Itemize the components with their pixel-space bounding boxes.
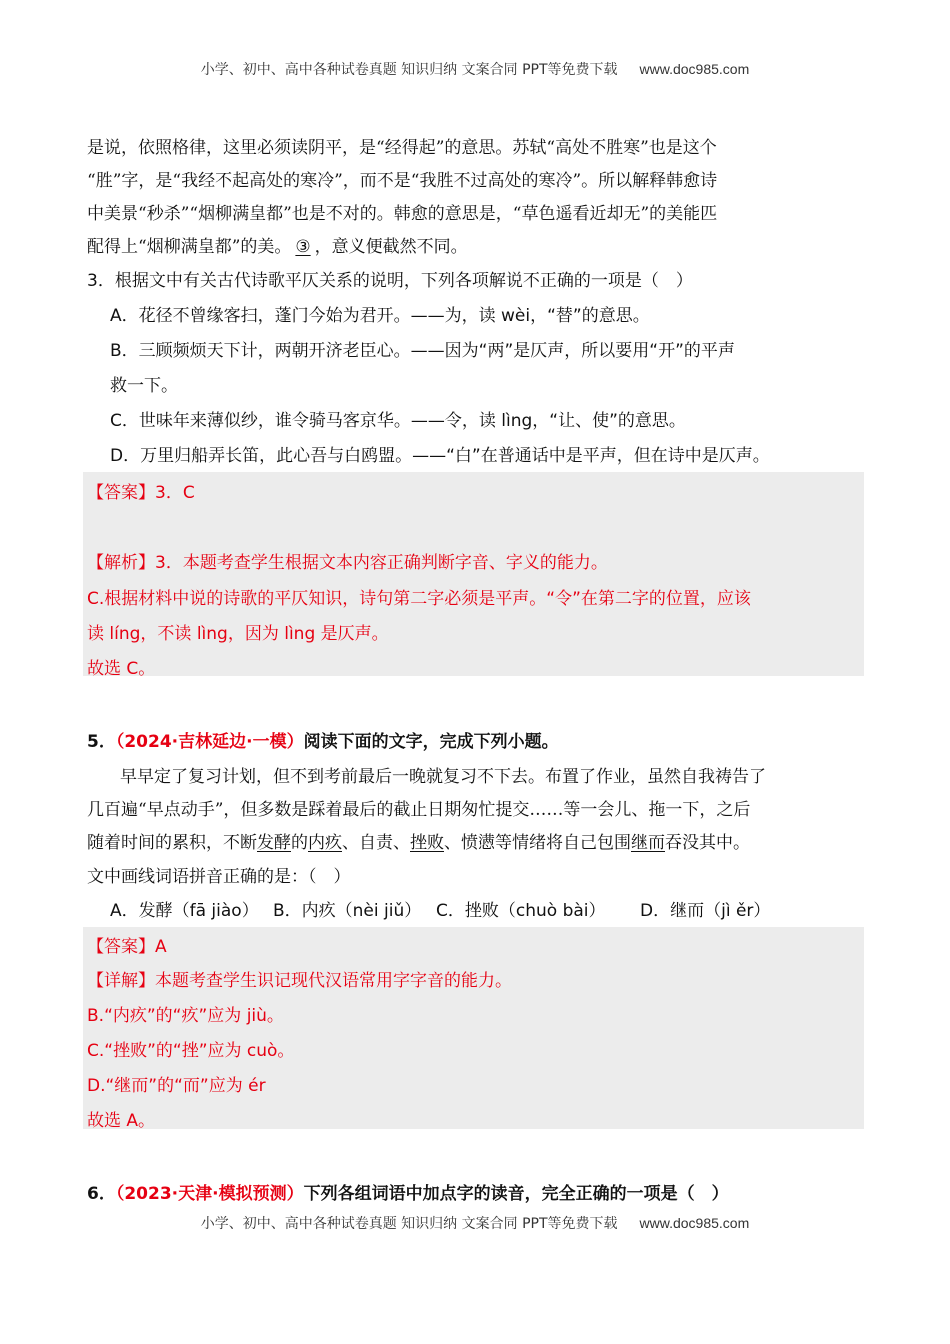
q3-explain-line-2: 读 líng，不读 lìng，因为 lìng 是仄声。 <box>87 624 389 644</box>
q5-detail: 【详解】本题考查学生识记现代汉语常用字字音的能力。 <box>87 971 512 991</box>
q5-passage-line-3 <box>87 828 750 853</box>
q5-option-c: C．挫败（chuò bài） <box>436 901 606 921</box>
q3-answer: 【答案】3．C <box>87 483 195 503</box>
q3-option-d: D．万里归船弄长笛，此心吾与白鸥盟。——“白”在普通话中是平声，但在诗中是仄声。 <box>110 446 770 466</box>
q5-explain-c: C.“挫败”的“挫”应为 cuò。 <box>87 1041 295 1061</box>
footer-url[interactable]: www.doc985.com <box>639 1215 750 1231</box>
q5-prompt: 阅读下面的文字，完成下列小题。 <box>303 732 559 752</box>
q5-number: 5． <box>87 732 116 752</box>
q5-title <box>87 727 559 752</box>
answer-box-q3 <box>83 472 864 676</box>
q3-option-b-line-1: B．三顾频烦天下计，两朝开济老臣心。——因为“两”是仄声，所以要用“开”的平声 <box>110 341 735 361</box>
q5-text-segment: 、自责、 <box>342 833 410 853</box>
passage-line-3: 中美景“秒杀”“烟柳满皇都”也是不对的。韩愈的意思是，“草色遥看近却无”的美能匹 <box>87 204 718 224</box>
q3-stem: 3．根据文中有关古代诗歌平仄关系的说明，下列各项解说不正确的一项是（ ） <box>87 271 693 291</box>
q5-passage-line-1: 早早定了复习计划，但不到考前最后一晚就复习不下去。布置了作业，虽然自我祷告了 <box>120 767 766 787</box>
q5-explain-d: D.“继而”的“而”应为 ér <box>87 1076 266 1096</box>
header-text: 小学、初中、高中各种试卷真题 知识归纳 文案合同 PPT等免费下载 <box>200 62 618 78</box>
blank-3: ③ <box>295 237 311 257</box>
q5-option-b: B．内疚（nèi jiǔ） <box>273 901 422 921</box>
underlined-word-4: 继而 <box>631 833 665 853</box>
q5-text-segment: 随着时间的累积，不断 <box>87 833 257 853</box>
q5-text-segment: 吞没其中。 <box>665 833 750 853</box>
passage-line-1: 是说，依照格律，这里必须读阴平，是“经得起”的意思。苏轼“高处不胜寒”也是这个 <box>87 138 717 158</box>
page-footer <box>0 1213 950 1233</box>
q5-ask: 文中画线词语拼音正确的是：（ ） <box>87 867 351 887</box>
q6-prompt: 下列各组词语中加点字的读音，完全正确的一项是（ ） <box>303 1184 729 1204</box>
q5-source: （2024·吉林延边·一模） <box>115 732 304 752</box>
footer-text: 小学、初中、高中各种试卷真题 知识归纳 文案合同 PPT等免费下载 <box>200 1216 618 1232</box>
q3-choose: 故选 C。 <box>87 659 156 679</box>
q3-option-a: A．花径不曾缘客扫，蓬门今始为君开。——为，读 wèi，“替”的意思。 <box>110 306 650 326</box>
q5-option-a: A．发酵（fā jiào） <box>110 901 259 921</box>
q5-text-segment: 的 <box>291 833 308 853</box>
q5-text-segment: 、愤懑等情绪将自己包围 <box>444 833 631 853</box>
q5-choose: 故选 A。 <box>87 1111 156 1131</box>
q5-answer: 【答案】A <box>87 937 167 957</box>
q5-option-d: D．继而（jì ěr） <box>640 901 771 921</box>
page-header <box>0 59 950 79</box>
answer-box-q5 <box>83 927 864 1129</box>
header-url[interactable]: www.doc985.com <box>639 61 750 77</box>
q3-explain-line-1: C.根据材料中说的诗歌的平仄知识，诗句第二字必须是平声。“令”在第二字的位置，应该 <box>87 589 751 609</box>
q6-number: 6． <box>87 1184 116 1204</box>
q6-source: （2023·天津·模拟预测） <box>115 1184 304 1204</box>
underlined-word-2: 内疚 <box>308 833 342 853</box>
q3-option-c: C．世味年来薄似纱，谁令骑马客京华。——令，读 lìng，“让、使”的意思。 <box>110 411 686 431</box>
q3-option-b-line-2: 救一下。 <box>110 376 178 396</box>
passage-line-2: “胜”字，是“我经不起高处的寒冷”，而不是“我胜不过高处的寒冷”。所以解释韩愈诗 <box>87 171 718 191</box>
q5-explain-b: B.“内疚”的“疚”应为 jiù。 <box>87 1006 284 1026</box>
underlined-word-1: 发酵 <box>257 833 291 853</box>
passage-line-4-start: 配得上“烟柳满皇都”的美。 <box>87 237 292 257</box>
passage-line-4 <box>87 232 468 257</box>
q6-title <box>87 1179 729 1204</box>
passage-line-4-end: ，意义便截然不同。 <box>314 237 468 257</box>
q5-passage-line-2: 几百遍“早点动手”，但多数是踩着最后的截止日期匆忙提交……等一会儿、拖一下，之后 <box>87 800 751 820</box>
underlined-word-3: 挫败 <box>410 833 444 853</box>
q3-analysis: 【解析】3．本题考查学生根据文本内容正确判断字音、字义的能力。 <box>87 553 608 573</box>
